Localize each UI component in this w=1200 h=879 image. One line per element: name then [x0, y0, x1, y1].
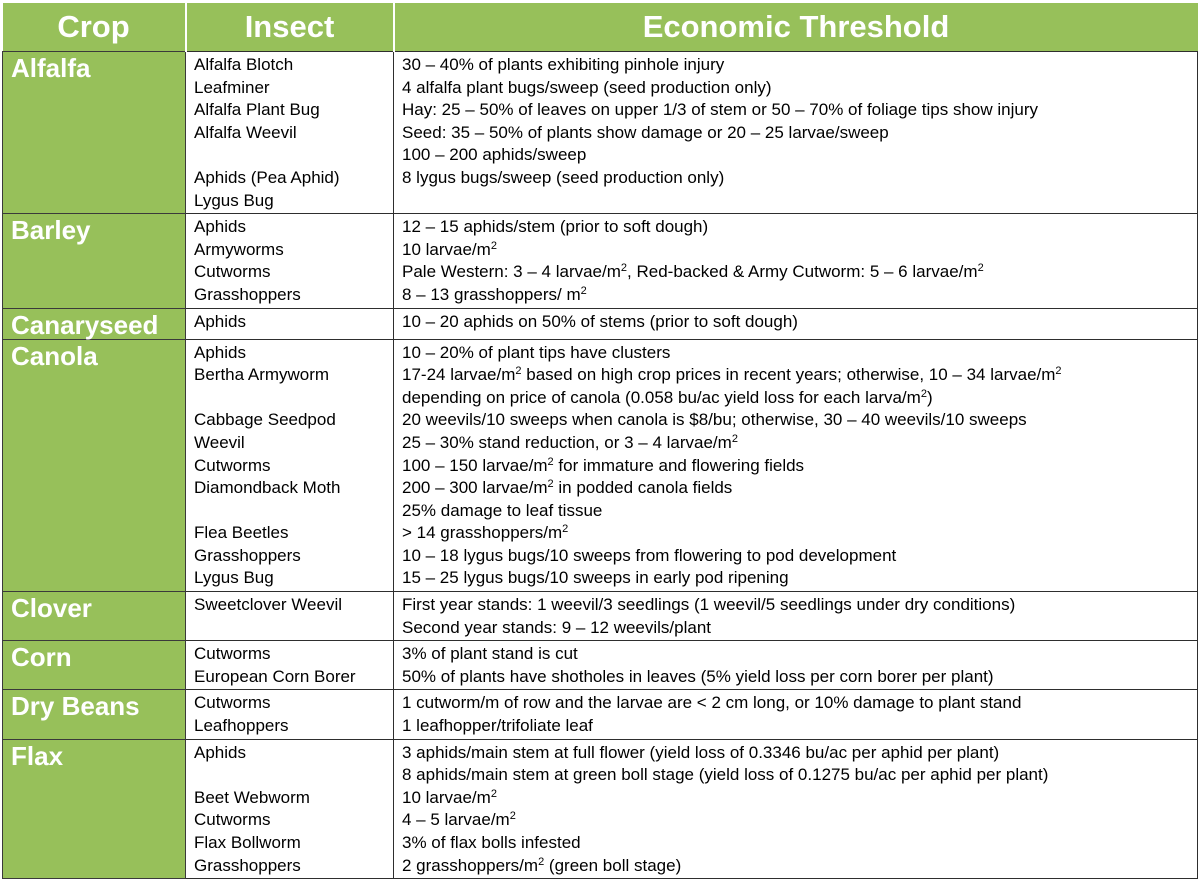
insect-name: Aphids	[194, 742, 246, 762]
insect-name: Alfalfa Weevil	[194, 122, 297, 142]
crop-cell: Alfalfa	[3, 52, 186, 214]
threshold-cell	[394, 592, 1198, 641]
insect-name	[194, 144, 393, 167]
insect-name: Flax Bollworm	[194, 833, 301, 852]
crop-cell: Canola	[3, 339, 186, 592]
threshold-text: 2 grasshoppers/$m^2$ (green boll stage)	[402, 855, 682, 875]
insect-name: Cutworms	[194, 262, 271, 282]
threshold-cell	[394, 308, 1198, 339]
insect-name: Aphids	[194, 342, 246, 362]
table-row-barley	[3, 214, 1198, 308]
threshold-cell	[394, 739, 1198, 879]
threshold-cell	[394, 214, 1198, 308]
threshold-text: 10 – 18 lygus bugs/10 sweeps from flowering to pod development	[402, 545, 897, 565]
crop-cell: Dry Beans	[3, 690, 186, 739]
insect-column-header: Insect	[186, 3, 394, 52]
insect-name	[194, 764, 393, 787]
insect-name: Cutworms	[194, 693, 271, 713]
crop-cell: Clover	[3, 592, 186, 641]
crop-column-header: Crop	[3, 3, 186, 52]
threshold-text: 10 larvae/$m^2$	[402, 787, 497, 807]
threshold-text: 15 – 25 lygus bugs/10 sweeps in early pod ripening	[402, 568, 789, 588]
threshold-text: 8 aphids/main stem at green boll stage (yield loss of 0.1275 bu/ac per aphid per plant)	[402, 765, 1049, 785]
insect-name: Cutworms	[194, 455, 271, 475]
threshold-text: 100 – 150 larvae/$m^2$ for immature and flowering fields	[402, 455, 805, 475]
crop-cell: Flax	[3, 739, 186, 879]
threshold-cell	[394, 641, 1198, 690]
insect-cell	[186, 739, 394, 879]
threshold-text: 25 – 30% stand reduction, or 3 – 4 larvae/$m^2$	[402, 432, 738, 452]
insect-name: Leafhoppers	[194, 716, 289, 736]
threshold-text: 200 – 300 larvae/$m^2$ in podded canola fields	[402, 478, 733, 498]
insect-name: Aphids (Pea Aphid)	[194, 167, 340, 187]
table-row-canaryseed	[3, 308, 1198, 339]
threshold-text: 50% of plants have shotholes in leaves (5% yield loss per corn borer per plant)	[402, 666, 994, 686]
threshold-text: 10 larvae/$m^2$	[402, 239, 497, 259]
threshold-text: 17-24 larvae/$m^2$ based on high crop prices in recent years; otherwise, 10 – 34 larvae/$m^2$	[402, 365, 1062, 385]
insect-name: Cutworms	[194, 644, 271, 664]
insect-name: Grasshoppers	[194, 855, 301, 875]
threshold-text: First year stands: 1 weevil/3 seedlings (1 weevil/5 seedlings under dry conditions)	[402, 595, 1016, 615]
insect-cell	[186, 308, 394, 339]
insect-name: Cutworms	[194, 810, 271, 830]
threshold-text	[402, 190, 1197, 213]
threshold-text: 3% of plant stand is cut	[402, 644, 578, 664]
insect-name: Aphids	[194, 311, 246, 331]
insect-name: Diamondback Moth	[194, 478, 341, 498]
crop-cell: Barley	[3, 214, 186, 308]
insect-name: Grasshoppers	[194, 284, 301, 304]
insect-name: Armyworms	[194, 239, 284, 259]
threshold-cell	[394, 52, 1198, 214]
insect-name: Lygus Bug	[194, 190, 274, 210]
insect-name	[194, 617, 393, 640]
threshold-text: > 14 grasshoppers/$m^2$	[402, 523, 569, 543]
economic-threshold-table	[2, 3, 1198, 879]
threshold-text: 1 leafhopper/trifoliate leaf	[402, 716, 593, 736]
threshold-text: 25% damage to leaf tissue	[402, 500, 603, 520]
insect-cell	[186, 690, 394, 739]
insect-name: Weevil	[194, 432, 245, 452]
threshold-text: 8 – 13 grasshoppers/ $m^2$	[402, 284, 587, 304]
threshold-text: 10 – 20 aphids on 50% of stems (prior to soft dough)	[402, 311, 798, 331]
threshold-text: 20 weevils/10 sweeps when canola is $8/bu; otherwise, 30 – 40 weevils/10 sweeps	[402, 410, 1027, 430]
threshold-text: 30 – 40% of plants exhibiting pinhole injury	[402, 55, 725, 74]
insect-cell	[186, 52, 394, 214]
header-row	[3, 3, 1198, 52]
table-row-clover	[3, 592, 1198, 641]
crop-cell: Canaryseed	[3, 308, 186, 339]
insect-name: Bertha Armyworm	[194, 365, 330, 385]
threshold-column-header: Economic Threshold	[394, 3, 1198, 52]
insect-name	[194, 387, 393, 410]
threshold-text: 4 alfalfa plant bugs/sweep (seed production only)	[402, 77, 772, 97]
threshold-text: Second year stands: 9 – 12 weevils/plant	[402, 617, 712, 637]
threshold-text: 3% of flax bolls infested	[402, 833, 581, 852]
table-row-alfalfa	[3, 52, 1198, 214]
threshold-text: 3 aphids/main stem at full flower (yield loss of 0.3346 bu/ac per aphid per plant)	[402, 742, 1000, 762]
insect-name: Grasshoppers	[194, 545, 301, 565]
insect-name: Lygus Bug	[194, 568, 274, 588]
threshold-text: Hay: 25 – 50% of leaves on upper 1/3 of stem or 50 – 70% of foliage tips show injury	[402, 100, 1038, 120]
insect-name: Alfalfa Plant Bug	[194, 100, 320, 120]
threshold-text: 4 – 5 larvae/$m^2$	[402, 810, 516, 830]
threshold-text: Seed: 35 – 50% of plants show damage or 20 – 25 larvae/sweep	[402, 122, 889, 142]
threshold-text: 100 – 200 aphids/sweep	[402, 145, 587, 165]
insect-name: Leafminer	[194, 77, 270, 97]
insect-name: Alfalfa Blotch	[194, 55, 294, 74]
insect-cell	[186, 214, 394, 308]
insect-name: Cabbage Seedpod	[194, 410, 336, 430]
insect-name: Flea Beetles	[194, 523, 289, 543]
table-row-flax	[3, 739, 1198, 879]
insect-cell	[186, 339, 394, 592]
insect-name: Sweetclover Weevil	[194, 595, 343, 615]
table-body	[3, 52, 1198, 879]
threshold-text: 8 lygus bugs/sweep (seed production only)	[402, 167, 725, 187]
table-row-corn	[3, 641, 1198, 690]
insect-cell	[186, 592, 394, 641]
insect-name	[194, 500, 393, 523]
threshold-text: 12 – 15 aphids/stem (prior to soft dough)	[402, 217, 709, 237]
insect-name: Aphids	[194, 217, 246, 237]
threshold-cell	[394, 690, 1198, 739]
threshold-text: Pale Western: 3 – 4 larvae/$m^2$, Red-backed & Army Cutworm: 5 – 6 larvae/$m^2$	[402, 262, 984, 282]
table-row-dry-beans	[3, 690, 1198, 739]
table-row-canola	[3, 339, 1198, 592]
crop-cell: Corn	[3, 641, 186, 690]
insect-cell	[186, 641, 394, 690]
insect-name: European Corn Borer	[194, 666, 356, 686]
insect-name: Beet Webworm	[194, 787, 310, 807]
threshold-text: depending on price of canola (0.058 bu/ac yield loss for each larva/$m^2$)	[402, 387, 933, 407]
threshold-text: 10 – 20% of plant tips have clusters	[402, 342, 671, 362]
threshold-text: 1 cutworm/m of row and the larvae are < 2 cm long, or 10% damage to plant stand	[402, 693, 1022, 713]
threshold-cell	[394, 339, 1198, 592]
